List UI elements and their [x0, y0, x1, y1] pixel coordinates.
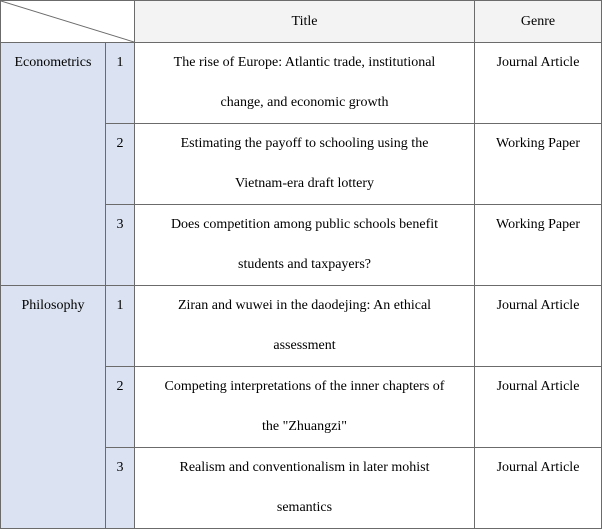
row-number: 3	[106, 205, 135, 286]
genre-cell: Working Paper	[475, 124, 602, 205]
title-line: Realism and conventionalism in later mohist	[179, 460, 430, 475]
table-row	[1, 43, 602, 124]
title-cell	[135, 205, 475, 286]
genre-cell: Journal Article	[475, 448, 602, 529]
diagonal-divider	[1, 1, 134, 42]
title-line: semantics	[276, 500, 333, 515]
title-cell	[135, 124, 475, 205]
title-cell	[135, 286, 475, 367]
row-number: 3	[106, 448, 135, 529]
genre-cell: Journal Article	[475, 286, 602, 367]
title-line: Ziran and wuwei in the daodejing: An ethical	[177, 298, 432, 313]
title-cell	[135, 448, 475, 529]
title-line: assessment	[273, 338, 336, 353]
title-header: Title	[135, 1, 475, 43]
title-cell	[135, 367, 475, 448]
row-number: 2	[106, 124, 135, 205]
category-philosophy: Philosophy	[1, 286, 106, 529]
title-cell	[135, 43, 475, 124]
genre-header: Genre	[475, 1, 602, 43]
genre-cell: Journal Article	[475, 43, 602, 124]
genre-cell: Journal Article	[475, 367, 602, 448]
title-line: change, and economic growth	[220, 95, 389, 110]
row-number: 1	[106, 43, 135, 124]
title-line: Competing interpretations of the inner chapters of	[164, 379, 445, 394]
row-number: 1	[106, 286, 135, 367]
header-row	[1, 1, 602, 43]
title-line: Does competition among public schools benefit	[170, 217, 439, 232]
category-econometrics: Econometrics	[1, 43, 106, 286]
title-line: the "Zhuangzi"	[262, 419, 347, 434]
genre-cell: Working Paper	[475, 205, 602, 286]
title-line: students and taxpayers?	[238, 257, 371, 272]
title-line: The rise of Europe: Atlantic trade, institutional	[173, 55, 436, 70]
row-number: 2	[106, 367, 135, 448]
title-line: Vietnam-era draft lottery	[234, 176, 375, 191]
table-row	[1, 286, 602, 367]
corner-cell	[1, 1, 135, 43]
title-line: Estimating the payoff to schooling using the	[180, 136, 429, 151]
